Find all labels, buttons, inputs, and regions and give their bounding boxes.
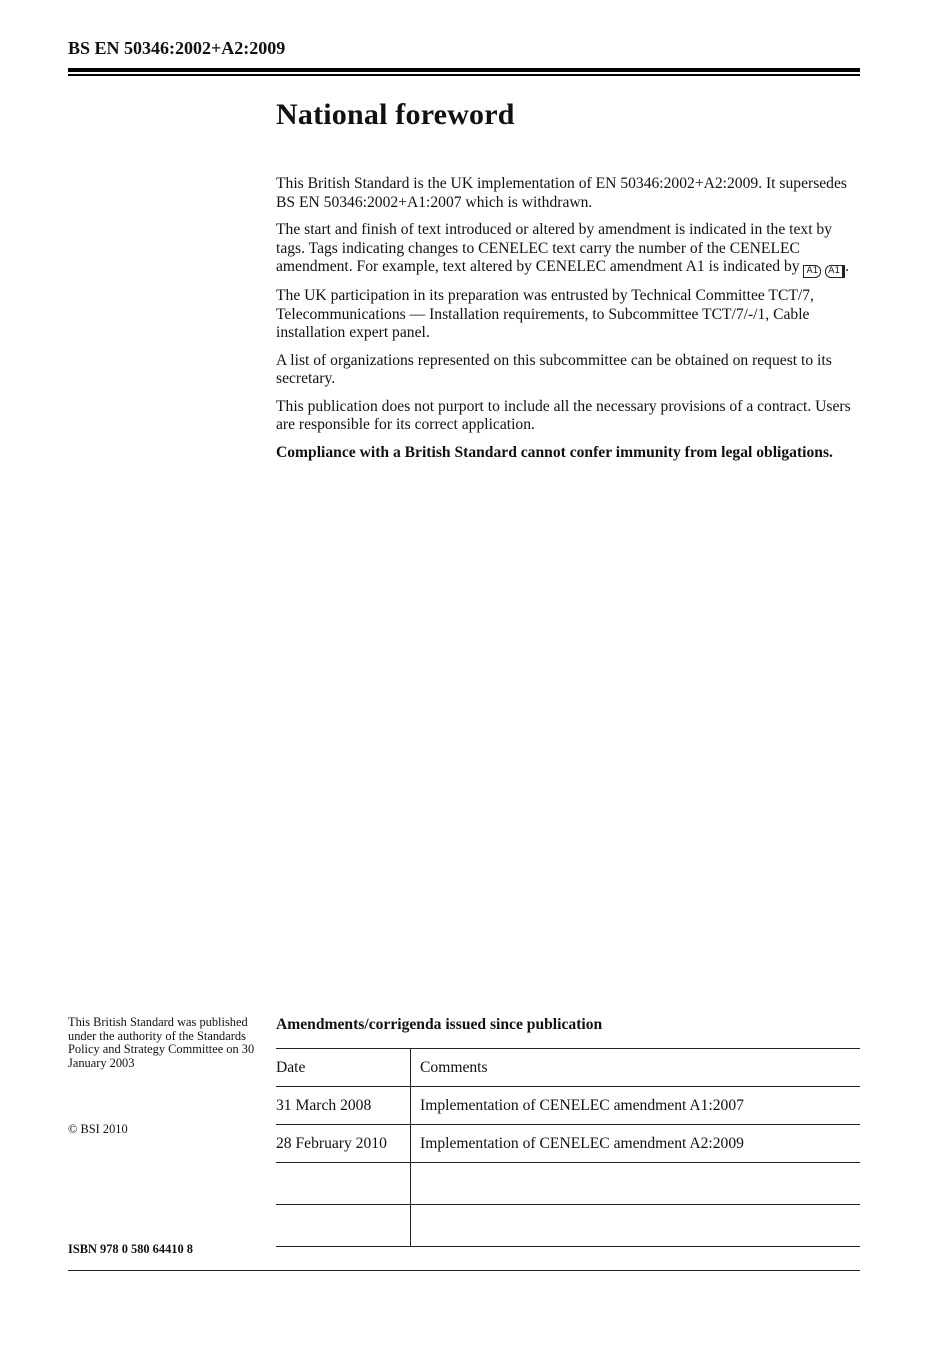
- isbn: ISBN 978 0 580 64410 8: [68, 1242, 193, 1256]
- row-comment: Implementation of CENELEC amendment A2:2009: [411, 1125, 861, 1163]
- amendment-end-tag-icon: A1: [825, 265, 845, 278]
- row-date: 28 February 2010: [276, 1125, 411, 1163]
- paragraph-amendment-tags-end: .: [845, 258, 850, 275]
- footer-rule: [68, 1270, 860, 1271]
- row-comment: Implementation of CENELEC amendment A1:2007: [411, 1087, 861, 1125]
- amendments-table: [276, 1048, 860, 1247]
- paragraph-amendment-tags: [276, 221, 861, 278]
- table-header-row: [276, 1049, 860, 1087]
- table-row: [276, 1205, 860, 1247]
- paragraph-organizations: A list of organizations represented on this subcommittee can be obtained on request to its secretary.: [276, 351, 832, 387]
- row-comment: [411, 1163, 861, 1205]
- table-row: [276, 1125, 860, 1163]
- row-date: [276, 1163, 411, 1205]
- paragraph-amendment-tags-text: The start and finish of text introduced or altered by amendment is indicated in the text by tags. Tags indicating changes to CENELEC text carry the number of the CENELEC amendment. For example, text altered by CENELEC amendment A1 is indicated by: [276, 221, 833, 275]
- column-header-comments: Comments: [411, 1049, 861, 1087]
- row-date: [276, 1205, 411, 1247]
- amendment-start-tag-icon: A1: [803, 265, 821, 278]
- amendments-heading: Amendments/corrigenda issued since publication: [276, 1016, 603, 1033]
- publication-note: This British Standard was published under the authority of the Standards Policy and Strategy Committee on 30 January 2003: [68, 1015, 255, 1070]
- header-rule-thick: [68, 68, 860, 72]
- paragraph-implementation: This British Standard is the UK implementation of EN 50346:2002+A2:2009. It supersedes BS EN 50346:2002+A1:2007 which is withdrawn.: [276, 175, 847, 211]
- page-title: National foreword: [276, 98, 515, 131]
- paragraph-participation: The UK participation in its preparation was entrusted by Technical Committee TCT/7, Telecommunications — Installation requirements, to Subcommittee TCT/7/-/1, Cable installation expert panel.: [276, 287, 814, 341]
- foreword-body: [276, 175, 861, 471]
- row-date: 31 March 2008: [276, 1087, 411, 1125]
- table-row: [276, 1087, 860, 1125]
- column-header-date: Date: [276, 1049, 411, 1087]
- document-id: BS EN 50346:2002+A2:2009: [68, 38, 286, 58]
- header-rule-thin: [68, 74, 860, 76]
- row-comment: [411, 1205, 861, 1247]
- table-row: [276, 1163, 860, 1205]
- copyright-notice: © BSI 2010: [68, 1122, 128, 1136]
- paragraph-contract: This publication does not purport to include all the necessary provisions of a contract. Users are responsible for its correct application.: [276, 397, 851, 433]
- paragraph-compliance: Compliance with a British Standard cannot confer immunity from legal obligations.: [276, 443, 833, 461]
